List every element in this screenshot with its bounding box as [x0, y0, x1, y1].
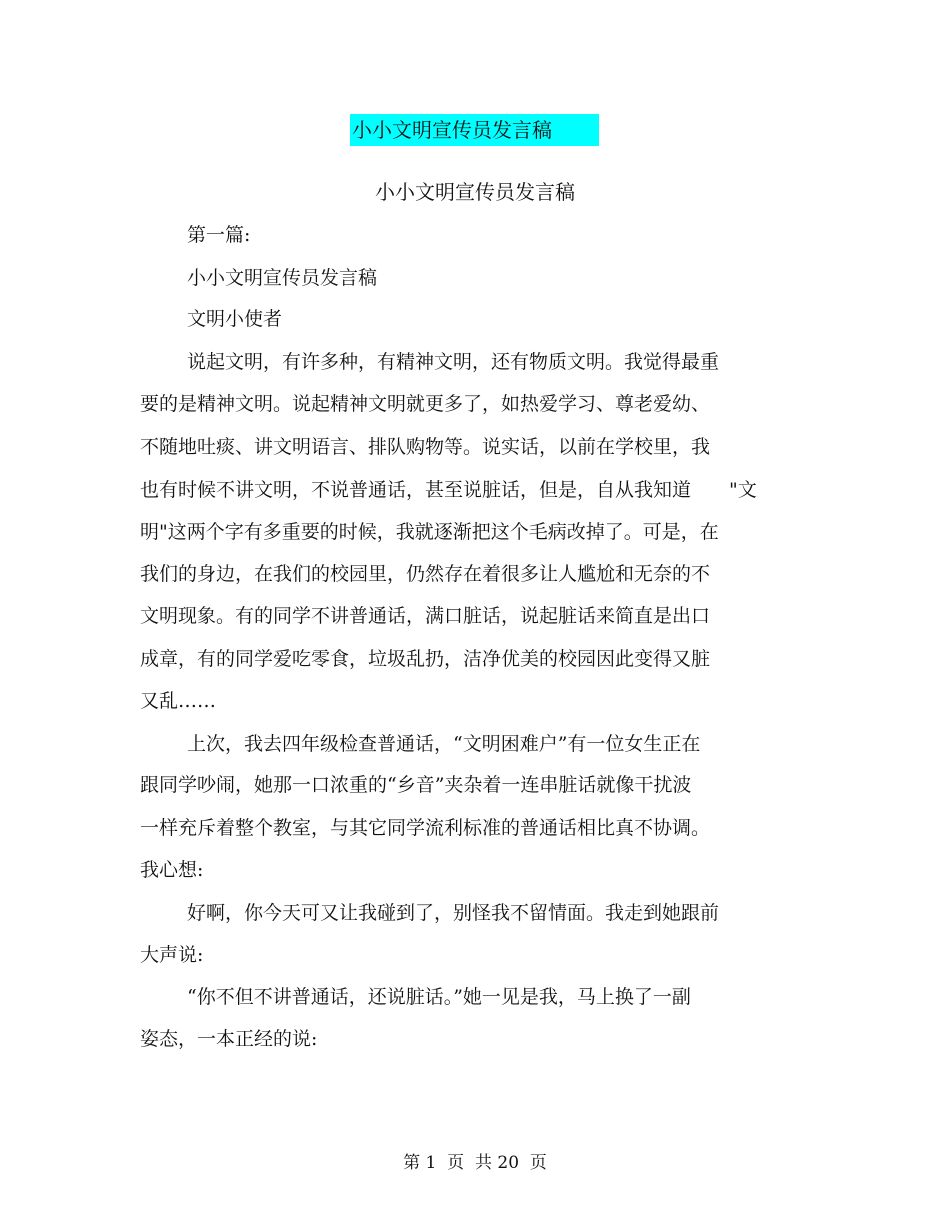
body-line: 跟同学吵闹，她那一口浓重的“乡音”夹杂着一连串脏话就像干扰波	[140, 774, 692, 796]
body-line: 上次，我去四年级检查普通话，“文明困难户”有一位女生正在	[187, 733, 701, 755]
page-number-footer: 第 1 页 共 20 页	[403, 1153, 547, 1173]
header-title: 小小文明宣传员发言稿	[350, 114, 599, 146]
body-line: 又乱……	[140, 690, 217, 712]
document-title: 小小文明宣传员发言稿	[375, 180, 575, 204]
body-line: 第一篇:	[187, 224, 251, 246]
body-line: 文明小使者	[187, 308, 283, 330]
body-line: 我们的身边，在我们的校园里，仍然存在着很多让人尴尬和无奈的不	[140, 563, 711, 585]
body-line: 明"这两个字有多重要的时候，我就逐渐把这个毛病改掉了。可是，在	[140, 521, 719, 543]
body-line: 文明现象。有的同学不讲普通话，满口脏话，说起脏话来简直是出口	[140, 605, 711, 627]
body-line: “你不但不讲普通话，还说脏话。”她一见是我，马上换了一副	[187, 986, 691, 1008]
body-line: 也有时候不讲文明，不说普通话，甚至说脏话，但是，自从我知道 "文	[140, 479, 757, 501]
body-line: 好啊，你今天可又让我碰到了，别怪我不留情面。我走到她跟前	[187, 902, 720, 924]
body-line: 说起文明，有许多种，有精神文明，还有物质文明。我觉得最重	[187, 351, 720, 373]
body-line: 姿态，一本正经的说:	[140, 1028, 318, 1050]
body-line: 一样充斥着整个教室，与其它同学流利标准的普通话相比真不协调。	[140, 817, 711, 839]
body-line: 小小文明宣传员发言稿	[187, 267, 378, 289]
body-line: 不随地吐痰、讲文明语言、排队购物等。说实话，以前在学校里，我	[140, 436, 711, 458]
body-line: 要的是精神文明。说起精神文明就更多了，如热爱学习、尊老爱幼、	[140, 393, 711, 415]
body-line: 大声说:	[140, 944, 204, 966]
body-line: 我心想:	[140, 859, 204, 881]
body-line: 成章，有的同学爱吃零食，垃圾乱扔，洁净优美的校园因此变得又脏	[140, 648, 711, 670]
